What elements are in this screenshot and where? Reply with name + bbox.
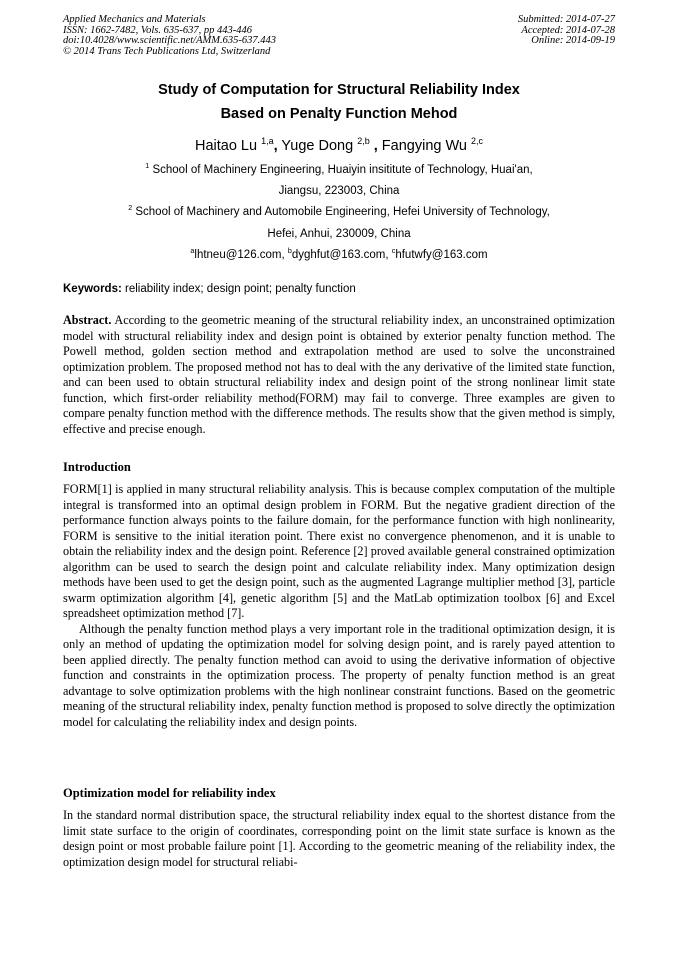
email-mark: c xyxy=(391,247,396,256)
keywords-label: Keywords: xyxy=(63,283,122,295)
paper-title-line-2: Based on Penalty Function Mehod xyxy=(220,106,458,122)
affil-mark: 2 xyxy=(128,204,133,213)
journal-info xyxy=(63,15,276,57)
paper-title-line-1: Study of Computation for Structural Reliability Index xyxy=(158,82,520,98)
abstract-label: Abstract. xyxy=(63,313,112,327)
affiliation-1-line-2: Jiangsu, 223003, China xyxy=(278,185,400,197)
affil-text: School of Machinery Engineering, Huaiyin insititute of Technology, Huai'an, xyxy=(152,164,533,176)
issn-line: ISSN: 1662-7482, Vols. 635-637, pp 443-446 xyxy=(63,24,252,36)
online-date: Online: 2014-09-19 xyxy=(531,35,615,46)
optimization-paragraph-1: In the standard normal distribution space, the structural reliability index equal to the shortest distance from the limit state surface to the origin of coordinates, corresponding point on the limit state surface is known as the design point or most probable failure point [1]. According to the geometric meaning of the reliability index, the optimization design model for structural reliabi- xyxy=(63,808,615,869)
affiliation-2-line-1 xyxy=(0,206,678,218)
keywords xyxy=(63,283,356,295)
author-name: Haitao Lu xyxy=(194,138,258,154)
author-affil-mark: 2,b xyxy=(357,136,370,147)
author-affil-mark: 2,c xyxy=(471,136,483,147)
email-separator: , xyxy=(385,249,392,261)
copyright-line: © 2014 Trans Tech Publications Ltd, Switzerland xyxy=(63,45,271,57)
email-mark: b xyxy=(287,247,292,256)
abstract xyxy=(63,313,615,437)
email-address: hfutwfy@163.com xyxy=(395,249,488,261)
intro-paragraph-2: Although the penalty function method plays a very important role in the traditional optimization design, it is only an method of updating the optimization model for solving design point, and is rarely payed attention to been applied directly. The penalty function method can avoid to using the derivative information of objective function and constraints in the optimization process. The property of penalty function method is an great advantage to solve optimization problems with the high nonlinear constraint functions. Based on the geometric meaning of the structural reliability index, penalty function method is proposed to solve directly the optimization model for calculating the reliability index and design points. xyxy=(63,621,615,729)
accepted-date: Accepted: 2014-07-28 xyxy=(521,24,615,36)
affiliation-1-line-1 xyxy=(0,164,678,176)
submitted-date: Submitted: 2014-07-27 xyxy=(517,14,615,25)
doi-line: doi:10.4028/www.scientific.net/AMM.635-637.443 xyxy=(63,35,276,46)
keywords-text: reliability index; design point; penalty function xyxy=(121,283,356,295)
author-name: Yuge Dong xyxy=(281,138,354,154)
optimization-body xyxy=(63,808,615,870)
email-list xyxy=(0,249,678,261)
introduction-body xyxy=(63,482,615,730)
email-address: lhtneu@126.com xyxy=(194,249,282,261)
email-address: dyghfut@163.com xyxy=(291,249,386,261)
section-heading-introduction: Introduction xyxy=(63,460,131,474)
author-list xyxy=(0,138,678,154)
section-heading-optimization: Optimization model for reliability index xyxy=(63,786,276,800)
journal-name: Applied Mechanics and Materials xyxy=(63,14,206,25)
author-affil-mark: 1,a xyxy=(261,136,274,147)
email-mark: a xyxy=(190,247,195,256)
dates-info xyxy=(518,15,615,47)
author-separator: , xyxy=(273,138,278,154)
affil-mark: 1 xyxy=(145,162,150,171)
affiliation-2-line-2: Hefei, Anhui, 230009, China xyxy=(267,228,411,240)
author-separator: , xyxy=(369,138,378,154)
intro-paragraph-1: FORM[1] is applied in many structural reliability analysis. This is because complex computation of the multiple integral is transformed into an optimal design problem in FORM. But the negative gradient direction of the performance function always points to the failure domain, for the performance function with high nonlinearity, FORM is sensitive to the initial iteration point. There exist no convergence phenomenon, and it is unable to obtain the reliability index and the design point. Reference [2] proved available general constrained optimization algorithm can be used to search the design point and calculate reliability index. Many optimization design methods have been used to get the design point, such as the augmented Lagrange multiplier method [3], particle swarm optimization algorithm [4], genetic algorithm [5] and the MatLab optimization toolbox [6] and Excel spreadsheet optimization method [7]. xyxy=(63,482,615,620)
abstract-text: According to the geometric meaning of the structural reliability index, an unconstrained optimization model with structural reliability index and design point is obtained by exterior penalty function method. The Powell method, golden section method and extrapolation method are used to solve the unconstrained optimization problem. The proposed method not has to deal with the any derivative of the limited state function, and can been used to obtain structural reliability index and design point of the strong nonlinear limit state function, which first-order reliability method(FORM) may fail to converge. Three examples are given to compare penalty function method with the difference methods. The results show that the given method is simply, effective and precise enough. xyxy=(63,313,615,436)
email-separator: , xyxy=(281,249,288,261)
affil-text: School of Machinery and Automobile Engineering, Hefei University of Technology, xyxy=(135,206,550,218)
author-name: Fangying Wu xyxy=(381,138,467,154)
